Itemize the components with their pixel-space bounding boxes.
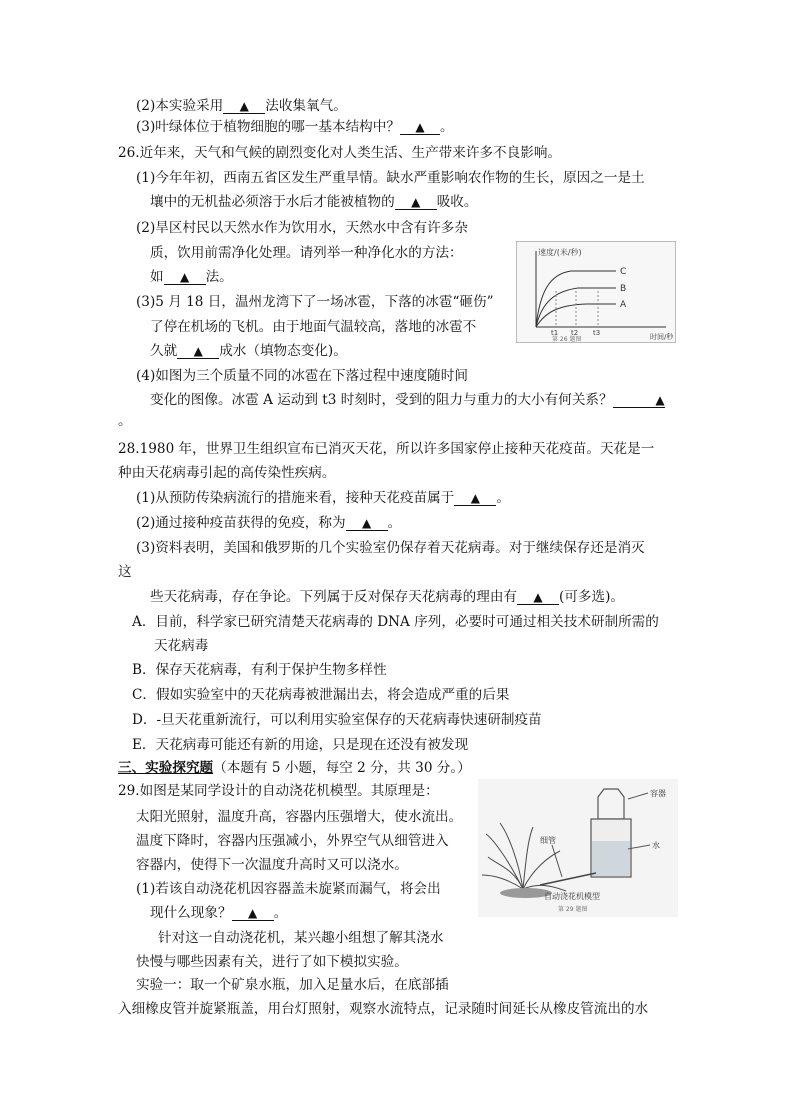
tick-label-t1: t1	[551, 329, 559, 337]
q26-3-line3: 久就 ▲ 成水（填物态变化)。	[150, 343, 347, 359]
answer-blank[interactable]: ▲	[400, 120, 440, 135]
answer-blank[interactable]: ▲	[223, 99, 265, 114]
q29-line6: 快慢与哪些因素有关，进行了如下模拟实验。	[136, 954, 408, 970]
curve-label-c: C	[620, 267, 627, 277]
q29-1-line1: (1)若该自动浇花机因容器盖未旋紧而漏气，将会出	[136, 881, 441, 897]
answer-blank[interactable]: ▲	[232, 906, 274, 921]
option-d: D．-旦天花重新流行，可以利用实验室保存的天花病毒快速研制疫苗	[132, 712, 542, 728]
q28-line1: 28.1980 年，世界卫生组织宣布已消灭天花，所以许多国家停止接种天花疫苗。天花是一	[118, 441, 655, 457]
q26-4-line2: 变化的图像。冰雹 A 运动到 t3 时刻时，受到的阻力与重力的大小有何关系？ ▲	[150, 392, 665, 408]
option-a-line2: 天花病毒	[154, 638, 209, 654]
q28-1: (1)从预防传染病流行的措施来看，接种天花疫苗属于 ▲ 。	[136, 490, 510, 506]
x-axis-label: 时间/秒	[650, 333, 674, 341]
q26-2-line3: 如 ▲ 法。	[150, 269, 233, 285]
q29-1-line2: 现什么现象？ ▲ 。	[150, 905, 288, 921]
option-c: C．假如实验室中的天花病毒被泄漏出去，将会造成严重的后果	[132, 687, 510, 703]
water-fill	[592, 841, 630, 876]
q29-line5: 针对这一自动浇花机，某兴趣小组想了解其浇水	[158, 930, 444, 946]
q26-1-line1: (1)今年年初，西南五省区发生严重旱情。缺水严重影响农作物的生长，原因之一是土	[136, 170, 645, 186]
q28-2: (2)通过接种疫苗获得的免疫，称为 ▲ 。	[136, 515, 402, 531]
label-water: 水	[652, 841, 660, 850]
option-e: E．天花病毒可能还有新的用途，只是现在还没有被发现	[132, 737, 469, 753]
section3-heading: 三、实验探究题（本题有 5 小题，每空 2 分，共 30 分。）	[118, 760, 471, 776]
y-axis-label: 速度/(米/秒)	[538, 248, 582, 257]
line-oxygen-collection: (2)本实验采用 ▲ 法收集氧气。	[136, 98, 347, 114]
answer-blank[interactable]: ▲	[177, 344, 219, 359]
answer-blank[interactable]: ▲	[395, 195, 437, 210]
q29-line4: 容器内，使得下一次温度升高时又可以浇水。	[136, 857, 408, 873]
answer-blank[interactable]: ▲	[346, 516, 388, 531]
answer-blank[interactable]: ▲	[613, 393, 665, 408]
model-label: 自动浇花机模型	[544, 892, 600, 901]
q26-4-line3: 。	[118, 413, 132, 429]
velocity-time-graph	[516, 241, 676, 343]
q29-line7: 实验一：取一个矿泉水瓶，加入足量水后，在底部插	[136, 977, 449, 993]
q28-line2: 种由天花病毒引起的高传染性疾病。	[118, 465, 336, 481]
watering-machine-figure	[478, 779, 678, 917]
option-b: B．保存天花病毒，有利于保护生物多样性	[132, 662, 387, 678]
q29-line8: 入细橡皮管并旋紧瓶盖，用台灯照射，观察水流特点，记录随时间延长从橡皮管流出的水	[118, 1001, 649, 1017]
label-tube: 细管	[540, 836, 556, 845]
q26-1-line2: 壤中的无机盐必须溶于水后才能被植物的 ▲ 吸收。	[150, 194, 478, 210]
answer-blank[interactable]: ▲	[164, 270, 206, 285]
answer-blank[interactable]: ▲	[517, 590, 559, 605]
q26-2-line2: 质，饮用前需净化处理。请列举一种净化水的方法：	[150, 245, 463, 261]
figure-caption: 第 29 题图	[558, 906, 588, 913]
q26-3-line2: 了停在机场的飞机。由于地面气温较高，落地的冰雹不	[150, 319, 477, 335]
q28-3-line1: (3)资料表明，美国和俄罗斯的几个实验室仍保存着天花病毒。对于继续保存还是消灭	[136, 540, 645, 556]
q29-line1: 29.如图是某同学设计的自动浇花机模型。其原理是：	[118, 783, 439, 799]
tick-label-t3: t3	[593, 329, 601, 337]
option-a-line1: A．目前，科学家已研究清楚天花病毒的 DNA 序列，必要时可通过相关技术研制所需的	[132, 614, 659, 630]
q29-line3: 温度下降时，容器内压强减小，外界空气从细管进入	[136, 833, 449, 849]
label-container: 容器	[650, 789, 666, 798]
q29-line2: 太阳光照射，温度升高，容器内压强增大，使水流出。	[136, 809, 463, 825]
q28-3-line2: 这	[118, 564, 132, 580]
tick-label-t2: t2	[571, 329, 579, 337]
q26-3-line1: (3)5 月 18 日，温州龙湾下了一场冰雹，下落的冰雹“砸伤”	[136, 294, 494, 310]
answer-blank[interactable]: ▲	[454, 491, 496, 506]
graph-caption: 第 26 题图	[552, 336, 582, 343]
curve-label-a: A	[620, 300, 627, 310]
line-chloroplast: (3)叶绿体位于植物细胞的哪一基本结构中？ ▲ 。	[136, 119, 454, 135]
q26-2-line1: (2)旱区村民以天然水作为饮用水，天然水中含有许多杂	[136, 220, 468, 236]
q26-4-line1: (4)如图为三个质量不同的冰雹在下落过程中速度随时间	[136, 368, 468, 384]
curve-label-b: B	[620, 284, 627, 294]
q28-3-line3: 些天花病毒，存在争论。下列属于反对保存天花病毒的理由有 ▲ (可多选)。	[150, 589, 625, 605]
q26-intro: 26.近年来，天气和气候的剧烈变化对人类生活、生产带来许多不良影响。	[118, 145, 562, 161]
